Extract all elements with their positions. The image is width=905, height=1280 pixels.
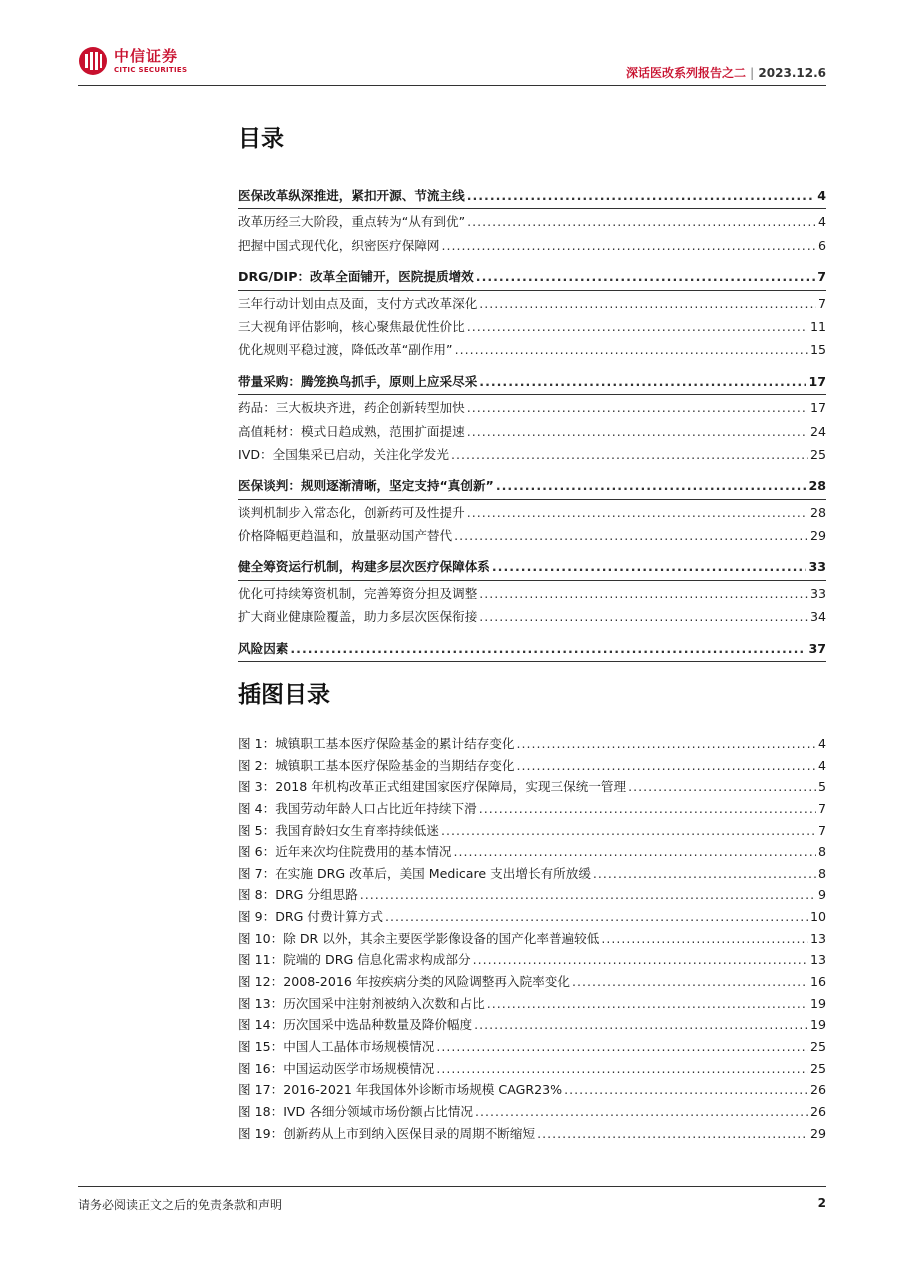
toc-subsection-entry-page: 15 (809, 342, 826, 358)
figure-entry[interactable] (238, 733, 826, 755)
toc-subsection-entry-title: 优化可持续筹资机制，完善筹资分担及调整 (238, 585, 478, 601)
toc-section-entry[interactable] (238, 638, 826, 661)
figure-entry[interactable] (238, 971, 826, 993)
report-date: 2023.12.6 (758, 66, 826, 80)
toc-subsection-entry-title: 把握中国式现代化，织密医疗保障网 (238, 237, 440, 253)
toc-section-entry-page: 4 (817, 188, 826, 203)
figure-entry[interactable] (238, 906, 826, 928)
dot-leader (360, 887, 816, 902)
toc-subsection-entry-page: 4 (817, 214, 826, 230)
dot-leader (441, 823, 816, 838)
figure-entry-title: 图 19：创新药从上市到纳入医保目录的周期不断缩短 (238, 1125, 536, 1141)
toc-section-entry-page: 33 (808, 559, 826, 575)
toc-subsection-entry-title: 三大视角评估影响，核心聚焦最优性价比 (238, 318, 465, 334)
toc-section-entry-page: 37 (808, 640, 826, 656)
figure-entry-page: 10 (809, 909, 826, 925)
figure-entry-page: 7 (817, 800, 826, 816)
figure-entry-title: 图 1：城镇职工基本医疗保险基金的累计结存变化 (238, 736, 515, 751)
dot-leader (479, 586, 808, 601)
figure-entry-title: 图 15：中国人工晶体市场规模情况 (238, 1038, 435, 1054)
figure-entry[interactable] (238, 949, 826, 971)
figures-list (238, 733, 826, 1144)
section-gap (238, 548, 826, 556)
dot-leader (474, 1017, 808, 1032)
figure-entry-title: 图 9：DRG 付费计算方式 (238, 909, 383, 925)
dot-leader (601, 931, 808, 946)
figure-entry[interactable] (238, 820, 826, 842)
dot-leader (454, 528, 808, 543)
toc-section-entry[interactable] (238, 266, 826, 289)
dot-leader (451, 447, 808, 462)
dot-leader (467, 319, 808, 334)
dot-leader (467, 424, 808, 439)
figure-entry-title: 图 11：院端的 DRG 信息化需求构成部分 (238, 952, 471, 968)
dot-leader (479, 801, 816, 816)
page-number: 2 (817, 1196, 826, 1210)
dot-leader (496, 478, 807, 493)
dot-leader (475, 1104, 808, 1119)
dot-leader (517, 758, 816, 773)
toc-list (238, 185, 826, 664)
dot-leader (593, 866, 816, 881)
page-footer (78, 1186, 826, 1212)
section-gap (238, 467, 826, 475)
toc-subsection-entry-title: 药品：三大板块齐进，药企创新转型加快 (238, 400, 465, 416)
section-underline (238, 580, 826, 581)
toc-section-entry[interactable] (238, 371, 826, 394)
toc-subsection-entry-title: 扩大商业健康险覆盖，助力多层次医保衔接 (238, 609, 478, 625)
figure-entry[interactable] (238, 993, 826, 1015)
dot-leader (290, 641, 806, 656)
toc-section-entry[interactable] (238, 556, 826, 579)
page-header (78, 40, 826, 86)
figure-entry-title: 图 16：中国运动医学市场规模情况 (238, 1060, 435, 1076)
section-gap (238, 258, 826, 266)
figure-entry-title: 图 17：2016-2021 年我国体外诊断市场规模 CAGR23% (238, 1082, 563, 1098)
figure-entry[interactable] (238, 884, 826, 906)
figure-entry-page: 29 (809, 1125, 826, 1141)
toc-section-entry-title: 医保谈判：规则逐渐清晰，坚定支持“真创新” (238, 478, 494, 494)
toc-subsection-entry-page: 24 (809, 423, 826, 439)
figure-entry-title: 图 7：在实施 DRG 改革后，美国 Medicare 支出增长有所放缓 (238, 865, 591, 881)
toc-subsection-entry-title: 价格降幅更趋温和，放量驱动国产替代 (238, 528, 453, 544)
figure-entry-page: 26 (809, 1103, 826, 1119)
toc-subsection-entry-page: 11 (809, 318, 826, 334)
toc-subsection-entry-title: IVD：全国集采已启动，关注化学发光 (238, 446, 449, 462)
toc-subsection-entry-title: 优化规则平稳过渡，降低改革“副作用” (238, 342, 453, 358)
section-underline (238, 661, 826, 662)
toc-section-entry-title: 健全筹资运行机制，构建多层次医疗保障体系 (238, 559, 490, 575)
dot-leader (436, 1061, 808, 1076)
dot-leader (564, 1082, 808, 1097)
dot-leader (517, 736, 816, 751)
report-series: 深话医改系列报告之二 (626, 66, 747, 80)
dot-leader (467, 400, 808, 415)
toc-subsection-entry[interactable] (238, 339, 826, 362)
toc-subsection-entry[interactable] (238, 397, 826, 420)
figure-entry[interactable] (238, 1058, 826, 1080)
figure-entry-title: 图 6：近年来次均住院费用的基本情况 (238, 844, 452, 860)
toc-subsection-entry[interactable] (238, 583, 826, 606)
toc-subsection-entry[interactable] (238, 525, 826, 548)
brand-name-en: CITIC SECURITIES (114, 65, 188, 74)
toc-subsection-entry-page: 28 (809, 504, 826, 520)
dot-leader (479, 609, 808, 624)
section-underline (238, 394, 826, 395)
dot-leader (467, 505, 808, 520)
report-meta (626, 64, 826, 81)
figure-entry-page: 19 (809, 995, 826, 1011)
figure-entry-title: 图 14：历次国采中选品种数量及降价幅度 (238, 1017, 473, 1033)
toc-title: 目录 (238, 126, 284, 152)
figure-entry-page: 4 (817, 736, 826, 751)
toc-section-entry[interactable] (238, 475, 826, 498)
disclaimer-text: 请务必阅读正文之后的免责条款和声明 (78, 1198, 283, 1212)
dot-leader (492, 559, 807, 574)
figure-entry-page: 4 (817, 757, 826, 773)
citic-logo-icon (78, 46, 108, 76)
dot-leader (479, 374, 806, 389)
citic-logo (78, 46, 187, 76)
dot-leader (467, 188, 816, 203)
figure-entry-title: 图 13：历次国采中注射剂被纳入次数和占比 (238, 995, 485, 1011)
figure-entry[interactable] (238, 1036, 826, 1058)
figures-title: 插图目录 (238, 682, 330, 708)
figure-entry-page: 25 (809, 1060, 826, 1076)
toc-subsection-entry-title: 三年行动计划由点及面，支付方式改革深化 (238, 295, 478, 311)
section-underline (238, 499, 826, 500)
figure-entry-title: 图 3：2018 年机构改革正式组建国家医疗保障局，实现三保统一管理 (238, 779, 627, 795)
dot-leader (537, 1126, 808, 1141)
toc-subsection-entry-title: 改革历经三大阶段，重点转为“从有到优” (238, 214, 466, 230)
toc-subsection-entry[interactable] (238, 235, 826, 258)
figure-entry[interactable] (238, 755, 826, 777)
figure-entry-title: 图 4：我国劳动年龄人口占比近年持续下滑 (238, 800, 477, 816)
brand-name-cn: 中信证券 (114, 46, 179, 65)
dot-leader (476, 269, 815, 284)
toc-section-entry-title: 医保改革纵深推进，紧扣开源、节流主线 (238, 188, 465, 203)
section-underline (238, 290, 826, 291)
figure-entry-page: 16 (809, 974, 826, 990)
figure-entry-page: 25 (809, 1038, 826, 1054)
header-rule (78, 85, 826, 86)
toc-section-entry-title: 风险因素 (238, 640, 289, 656)
figure-entry-page: 5 (817, 779, 826, 795)
dot-leader (467, 214, 816, 229)
toc-subsection-entry[interactable] (238, 211, 826, 234)
toc-subsection-entry[interactable] (238, 421, 826, 444)
dot-leader (487, 996, 808, 1011)
header-separator: | (750, 66, 755, 80)
toc-subsection-entry-title: 谈判机制步入常态化，创新药可及性提升 (238, 504, 465, 520)
figure-entry[interactable] (238, 1014, 826, 1036)
figure-entry-page: 26 (809, 1082, 826, 1098)
figure-entry-title: 图 8：DRG 分组思路 (238, 887, 358, 903)
figure-entry[interactable] (238, 1079, 826, 1101)
toc-subsection-entry-page: 6 (817, 237, 826, 253)
toc-subsection-entry-page: 34 (809, 609, 826, 625)
toc-section-entry-title: 带量采购：腾笼换鸟抓手，原则上应采尽采 (238, 373, 478, 389)
figure-entry[interactable] (238, 1101, 826, 1123)
toc-section-entry-page: 28 (808, 478, 826, 494)
dot-leader (454, 844, 816, 859)
dot-leader (572, 974, 808, 989)
toc-subsection-entry[interactable] (238, 293, 826, 316)
section-underline (238, 208, 826, 209)
toc-subsection-entry-page: 7 (817, 295, 826, 311)
dot-leader (473, 952, 808, 967)
toc-subsection-entry-title: 高值耗材：模式日趋成熟，范围扩面提速 (238, 423, 465, 439)
figure-entry[interactable] (238, 1123, 826, 1145)
footer-rule (78, 1186, 826, 1187)
figure-entry-page: 8 (817, 865, 826, 881)
toc-subsection-entry[interactable] (238, 606, 826, 629)
figure-entry-title: 图 10：除 DR 以外，其余主要医学影像设备的国产化率普遍较低 (238, 930, 600, 946)
toc-section-entry-page: 17 (808, 373, 826, 389)
figure-entry-title: 图 5：我国育龄妇女生育率持续低迷 (238, 822, 439, 838)
toc-subsection-entry[interactable] (238, 444, 826, 467)
figure-entry-page: 7 (817, 822, 826, 838)
figure-entry-page: 8 (817, 844, 826, 860)
dot-leader (436, 1039, 808, 1054)
dot-leader (385, 909, 808, 924)
dot-leader (442, 238, 816, 253)
toc-subsection-entry-page: 17 (809, 400, 826, 416)
toc-section-entry[interactable] (238, 185, 826, 208)
toc-section-entry-title: DRG/DIP：改革全面铺开，医院提质增效 (238, 269, 474, 285)
figure-entry[interactable] (238, 776, 826, 798)
toc-subsection-entry-page: 25 (809, 446, 826, 462)
figure-entry-page: 13 (809, 930, 826, 946)
section-gap (238, 363, 826, 371)
figure-entry[interactable] (238, 841, 826, 863)
figure-entry-title: 图 2：城镇职工基本医疗保险基金的当期结存变化 (238, 757, 515, 773)
dot-leader (628, 779, 816, 794)
toc-subsection-entry-page: 29 (809, 528, 826, 544)
figure-entry-title: 图 18：IVD 各细分领域市场份额占比情况 (238, 1103, 473, 1119)
toc-subsection-entry-page: 33 (809, 585, 826, 601)
dot-leader (479, 296, 816, 311)
figure-entry[interactable] (238, 928, 826, 950)
toc-subsection-entry[interactable] (238, 502, 826, 525)
figure-entry-page: 13 (809, 952, 826, 968)
figure-entry[interactable] (238, 798, 826, 820)
dot-leader (455, 342, 808, 357)
toc-section-entry-page: 7 (817, 269, 826, 285)
figure-entry-page: 19 (809, 1017, 826, 1033)
toc-subsection-entry[interactable] (238, 316, 826, 339)
section-gap (238, 630, 826, 638)
figure-entry-page: 9 (817, 887, 826, 903)
figure-entry[interactable] (238, 863, 826, 885)
figure-entry-title: 图 12：2008-2016 年按疾病分类的风险调整再入院率变化 (238, 974, 570, 990)
